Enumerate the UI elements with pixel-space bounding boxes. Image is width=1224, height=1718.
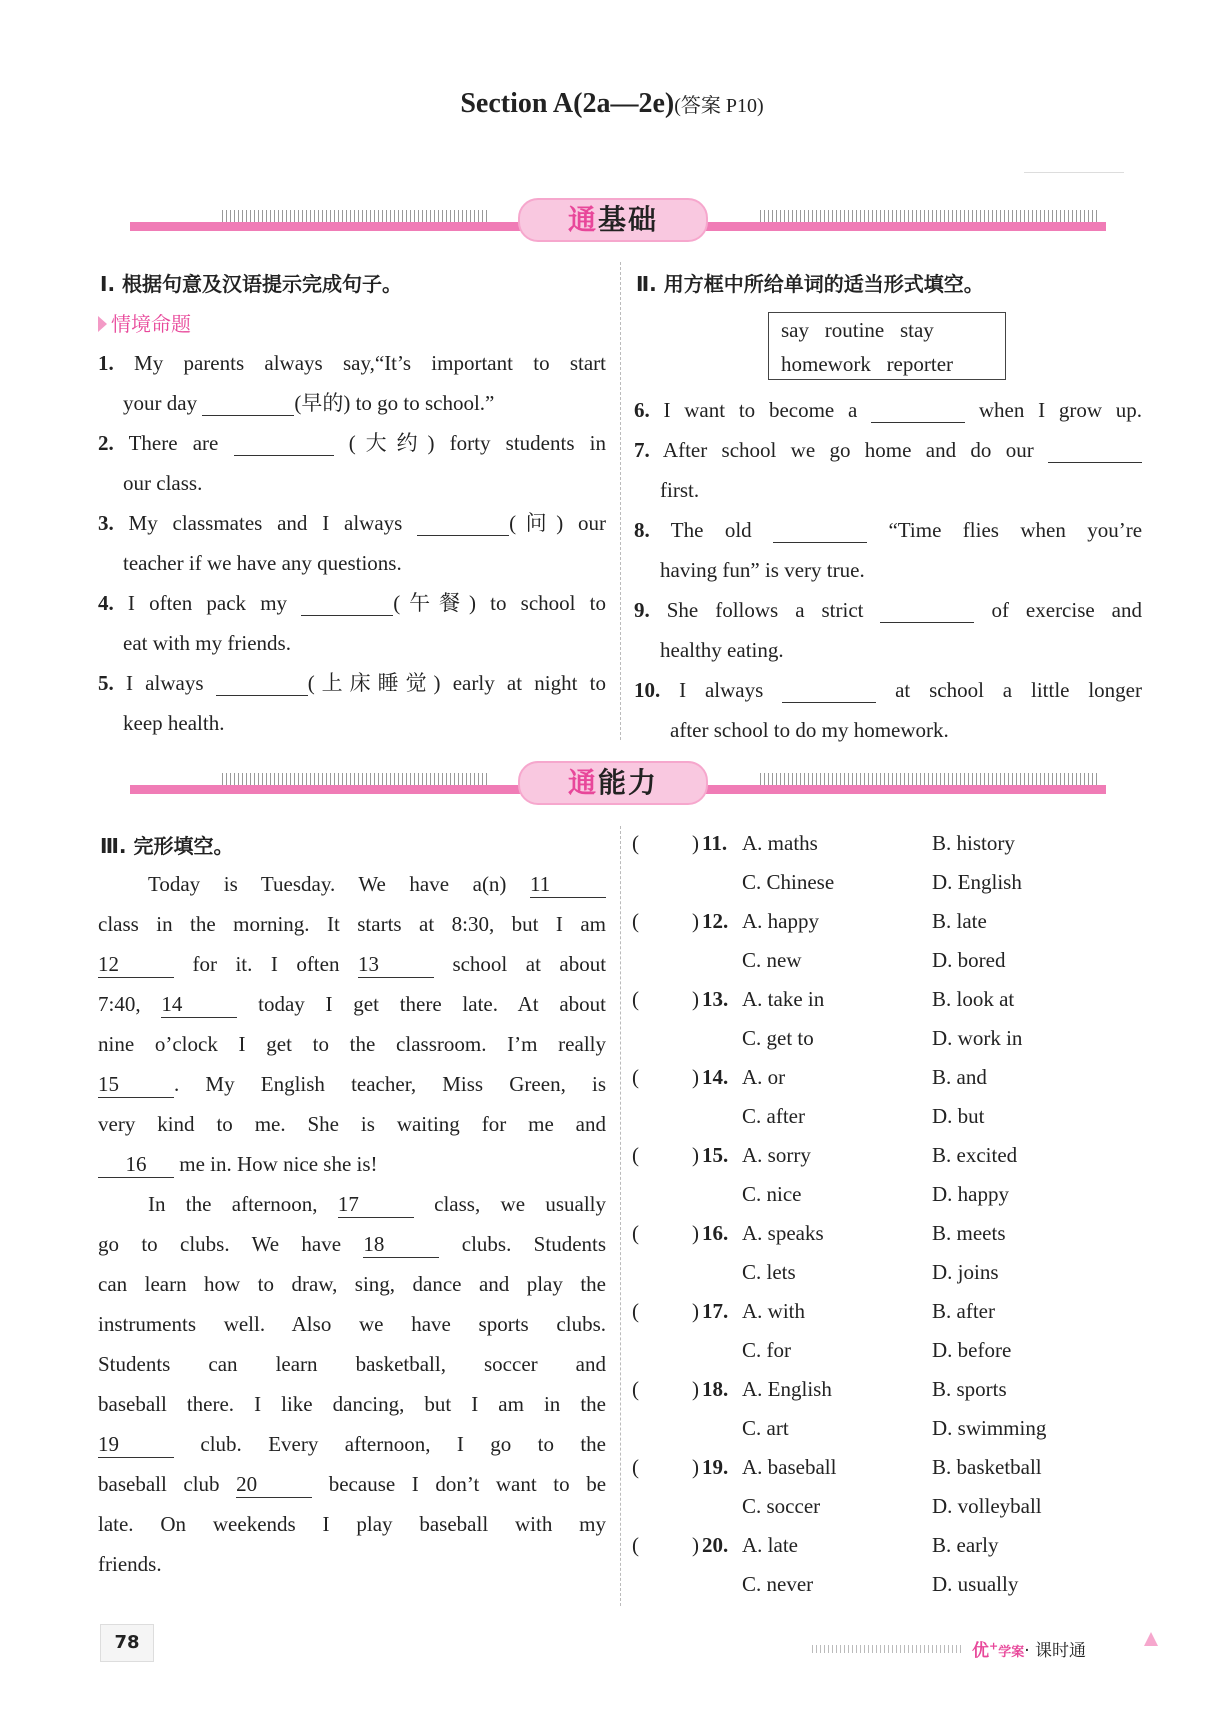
part1-heading: Ⅰ. 根据句意及汉语提示完成句子。 [100, 272, 403, 296]
part2-line: 6. I want to become a when I grow up. [634, 398, 1143, 422]
passage-line: Today is Tuesday. We have a(n) 11 [98, 864, 606, 904]
footer-hatch [812, 1645, 962, 1653]
question-item: ( ) 17. A. with B. after C. for D. before [632, 1292, 1112, 1370]
banner-text: 基础 [598, 203, 659, 236]
part1-line: 5. I always (上床睡觉) early at night to [98, 671, 607, 695]
option-b[interactable]: B. and [932, 1065, 987, 1089]
part2-line: having fun” is very true. [660, 558, 865, 582]
footer-triangle-icon [1144, 1632, 1158, 1646]
option-b[interactable]: B. look at [932, 987, 1015, 1011]
brand-logo: 优+学案· 课时通 [972, 1639, 1087, 1661]
answer-reference: (答案 P10) [674, 95, 764, 117]
option-c[interactable]: C. nice [742, 1182, 802, 1206]
part3-heading: Ⅲ. 完形填空。 [100, 834, 234, 858]
answer-paren[interactable]: ( [632, 831, 639, 855]
option-a[interactable]: A. English [742, 1377, 832, 1401]
banner-hatch-left [222, 210, 490, 222]
cloze-blank[interactable]: 18 [363, 1231, 439, 1258]
banner-text: 能力 [598, 766, 659, 799]
question-item: ( ) 11. A. maths B. history C. Chinese D. English [632, 824, 1112, 902]
cloze-blank[interactable]: 12 [98, 951, 174, 978]
cloze-blank[interactable]: 11 [530, 871, 606, 898]
passage-line: 16 me in. How nice she is! [98, 1144, 606, 1184]
word-box [768, 312, 1006, 380]
cloze-blank[interactable]: 16 [98, 1151, 174, 1178]
option-b[interactable]: B. early [932, 1533, 999, 1557]
cloze-blank[interactable]: 14 [161, 991, 237, 1018]
answer-paren[interactable]: ( [632, 1221, 639, 1245]
column-divider [620, 826, 621, 1606]
banner-accent: 通 [567, 766, 598, 799]
cloze-blank[interactable]: 19 [98, 1431, 174, 1458]
question-item: ( ) 20. A. late B. early C. never D. usually [632, 1526, 1112, 1604]
option-d[interactable]: D. English [932, 870, 1022, 894]
answer-paren[interactable]: ( [632, 1533, 639, 1557]
option-c[interactable]: C. get to [742, 1026, 814, 1050]
option-d[interactable]: D. volleyball [932, 1494, 1042, 1518]
question-item: ( ) 19. A. baseball B. basketball C. soccer D. volleyball [632, 1448, 1112, 1526]
option-d[interactable]: D. bored [932, 948, 1006, 972]
option-a[interactable]: A. maths [742, 831, 818, 855]
question-item: ( ) 15. A. sorry B. excited C. nice D. happy [632, 1136, 1112, 1214]
answer-blank[interactable] [202, 391, 294, 416]
banner-basic [518, 198, 708, 242]
answer-paren[interactable]: ( [632, 987, 639, 1011]
option-c[interactable]: C. Chinese [742, 870, 835, 894]
answer-blank[interactable] [234, 431, 334, 456]
option-b[interactable]: B. sports [932, 1377, 1007, 1401]
answer-blank[interactable] [773, 518, 867, 543]
passage-line: instruments well. Also we have sports clubs. [98, 1312, 606, 1336]
part2-line: 10. I always at school a little longer [634, 678, 1142, 702]
answer-blank[interactable] [216, 671, 308, 696]
passage-line: friends. [98, 1552, 162, 1576]
answer-paren[interactable]: ( [632, 1455, 639, 1479]
banner-accent: 通 [567, 203, 598, 236]
option-c[interactable]: C. for [742, 1338, 791, 1362]
option-a[interactable]: A. baseball [742, 1455, 837, 1479]
part2-line: 7. After school we go home and do our [634, 430, 1142, 470]
answer-blank[interactable] [1048, 438, 1142, 463]
option-c[interactable]: C. never [742, 1572, 814, 1596]
option-c[interactable]: C. art [742, 1416, 789, 1440]
context-tag: 情境命题 [98, 308, 191, 337]
question-item: ( ) 18. A. English B. sports C. art D. swimming [632, 1370, 1112, 1448]
part2-heading: Ⅱ. 用方框中所给单词的适当形式填空。 [636, 272, 984, 296]
option-a[interactable]: A. happy [742, 909, 819, 933]
question-list [632, 824, 1112, 1604]
passage-line: baseball there. I like dancing, but I am in the [98, 1392, 606, 1416]
option-b[interactable]: B. excited [932, 1143, 1018, 1167]
answer-paren[interactable]: ( [632, 1299, 639, 1323]
word-box-line: homework reporter [781, 352, 954, 376]
word-box-line: say routine stay [781, 318, 934, 342]
answer-blank[interactable] [301, 591, 393, 616]
option-a[interactable]: A. speaks [742, 1221, 824, 1245]
option-b[interactable]: B. meets [932, 1221, 1006, 1245]
page-number: 78 [100, 1624, 154, 1662]
answer-blank[interactable] [880, 598, 974, 623]
cloze-blank[interactable]: 20 [236, 1471, 312, 1498]
question-item: ( ) 13. A. take in B. look at C. get to D. work in [632, 980, 1112, 1058]
option-d[interactable]: D. usually [932, 1572, 1019, 1596]
answer-blank[interactable] [871, 398, 965, 423]
option-d[interactable]: D. work in [932, 1026, 1023, 1050]
banner-hatch-right [760, 210, 1100, 222]
part1-line: 3. My classmates and I always (问) our [98, 511, 607, 535]
option-c[interactable]: C. after [742, 1104, 805, 1128]
part1-line: 2. There are (大约) forty students in [98, 431, 607, 455]
passage-line: baseball club 20 because I don’t want to be [98, 1472, 607, 1496]
option-d[interactable]: D. happy [932, 1182, 1009, 1206]
option-b[interactable]: B. after [932, 1299, 995, 1323]
cloze-blank[interactable]: 15 [98, 1071, 174, 1098]
part1-line: eat with my friends. [123, 631, 291, 655]
option-a[interactable]: A. sorry [742, 1143, 811, 1167]
part2-line: after school to do my homework. [670, 718, 949, 742]
passage-line: 15 . My English teacher, Miss Green, is [98, 1072, 606, 1096]
question-item: ( ) 14. A. or B. and C. after D. but [632, 1058, 1112, 1136]
passage-line: very kind to me. She is waiting for me and [98, 1112, 606, 1136]
option-a[interactable]: A. take in [742, 987, 825, 1011]
option-a[interactable]: A. with [742, 1299, 805, 1323]
option-c[interactable]: C. lets [742, 1260, 796, 1284]
option-b[interactable]: B. late [932, 909, 987, 933]
passage-line: 12 for it. I often 13 school at about [98, 952, 607, 976]
answer-paren[interactable]: ( [632, 1143, 639, 1167]
part1-list [98, 343, 606, 743]
cloze-blank[interactable]: 17 [338, 1191, 414, 1218]
option-a[interactable]: A. or [742, 1065, 786, 1089]
answer-blank[interactable] [417, 511, 509, 536]
part1-line: keep health. [123, 711, 225, 735]
option-a[interactable]: A. late [742, 1533, 798, 1557]
option-d[interactable]: D. before [932, 1338, 1012, 1362]
column-divider [620, 262, 621, 740]
part2-line: 8. The old “Time flies when you’re [634, 518, 1143, 542]
part1-line: our class. [123, 471, 203, 495]
banner-hatch-right [760, 773, 1100, 785]
option-c[interactable]: C. new [742, 948, 802, 972]
part2-line: first. [660, 478, 700, 502]
option-d[interactable]: D. but [932, 1104, 985, 1128]
passage-line: can learn how to draw, sing, dance and play the [98, 1272, 606, 1296]
part1-line: your day (早的) to go to school.” [123, 391, 495, 415]
cloze-passage [98, 864, 606, 1584]
option-d[interactable]: D. joins [932, 1260, 999, 1284]
question-item: ( ) 12. A. happy B. late C. new D. bored [632, 902, 1112, 980]
option-b[interactable]: B. history [932, 831, 1015, 855]
passage-line: late. On weekends I play baseball with my [98, 1512, 606, 1536]
passage-line: go to clubs. We have 18 clubs. Students [98, 1232, 607, 1256]
answer-paren[interactable]: ( [632, 1065, 639, 1089]
page-title [0, 88, 1224, 120]
part1-line: teacher if we have any questions. [123, 551, 402, 575]
option-d[interactable]: D. swimming [932, 1416, 1047, 1440]
part2-line: healthy eating. [660, 638, 784, 662]
option-c[interactable]: C. soccer [742, 1494, 821, 1518]
section-title: Section A(2a—2e) [460, 88, 675, 119]
passage-line: nine o’clock I get to the classroom. I’m really [98, 1032, 606, 1056]
part2-line: 9. She follows a strict of exercise and [634, 598, 1143, 622]
banner-ability [518, 761, 708, 805]
answer-paren[interactable]: ( [632, 1377, 639, 1401]
option-b[interactable]: B. basketball [932, 1455, 1042, 1479]
passage-line: 19 club. Every afternoon, I go to the [98, 1432, 607, 1456]
passage-line: class in the morning. It starts at 8:30, but I am [98, 912, 606, 936]
answer-paren[interactable]: ( [632, 909, 639, 933]
part1-line: 1. My parents always say,“It’s important to start [98, 351, 606, 375]
part1-line: 4. I often pack my (午餐) to school to [98, 591, 606, 615]
passage-line: 7:40, 14 today I get there late. At about [98, 992, 607, 1016]
answer-blank[interactable] [782, 678, 876, 703]
passage-line: In the afternoon, 17 class, we usually [148, 1192, 607, 1216]
banner-hatch-left [222, 773, 490, 785]
cloze-blank[interactable]: 13 [358, 951, 434, 978]
passage-line: Students can learn basketball, soccer and [98, 1352, 606, 1376]
header-rule [1024, 172, 1124, 173]
question-item: ( ) 16. A. speaks B. meets C. lets D. joins [632, 1214, 1112, 1292]
part2-list [634, 390, 1142, 750]
